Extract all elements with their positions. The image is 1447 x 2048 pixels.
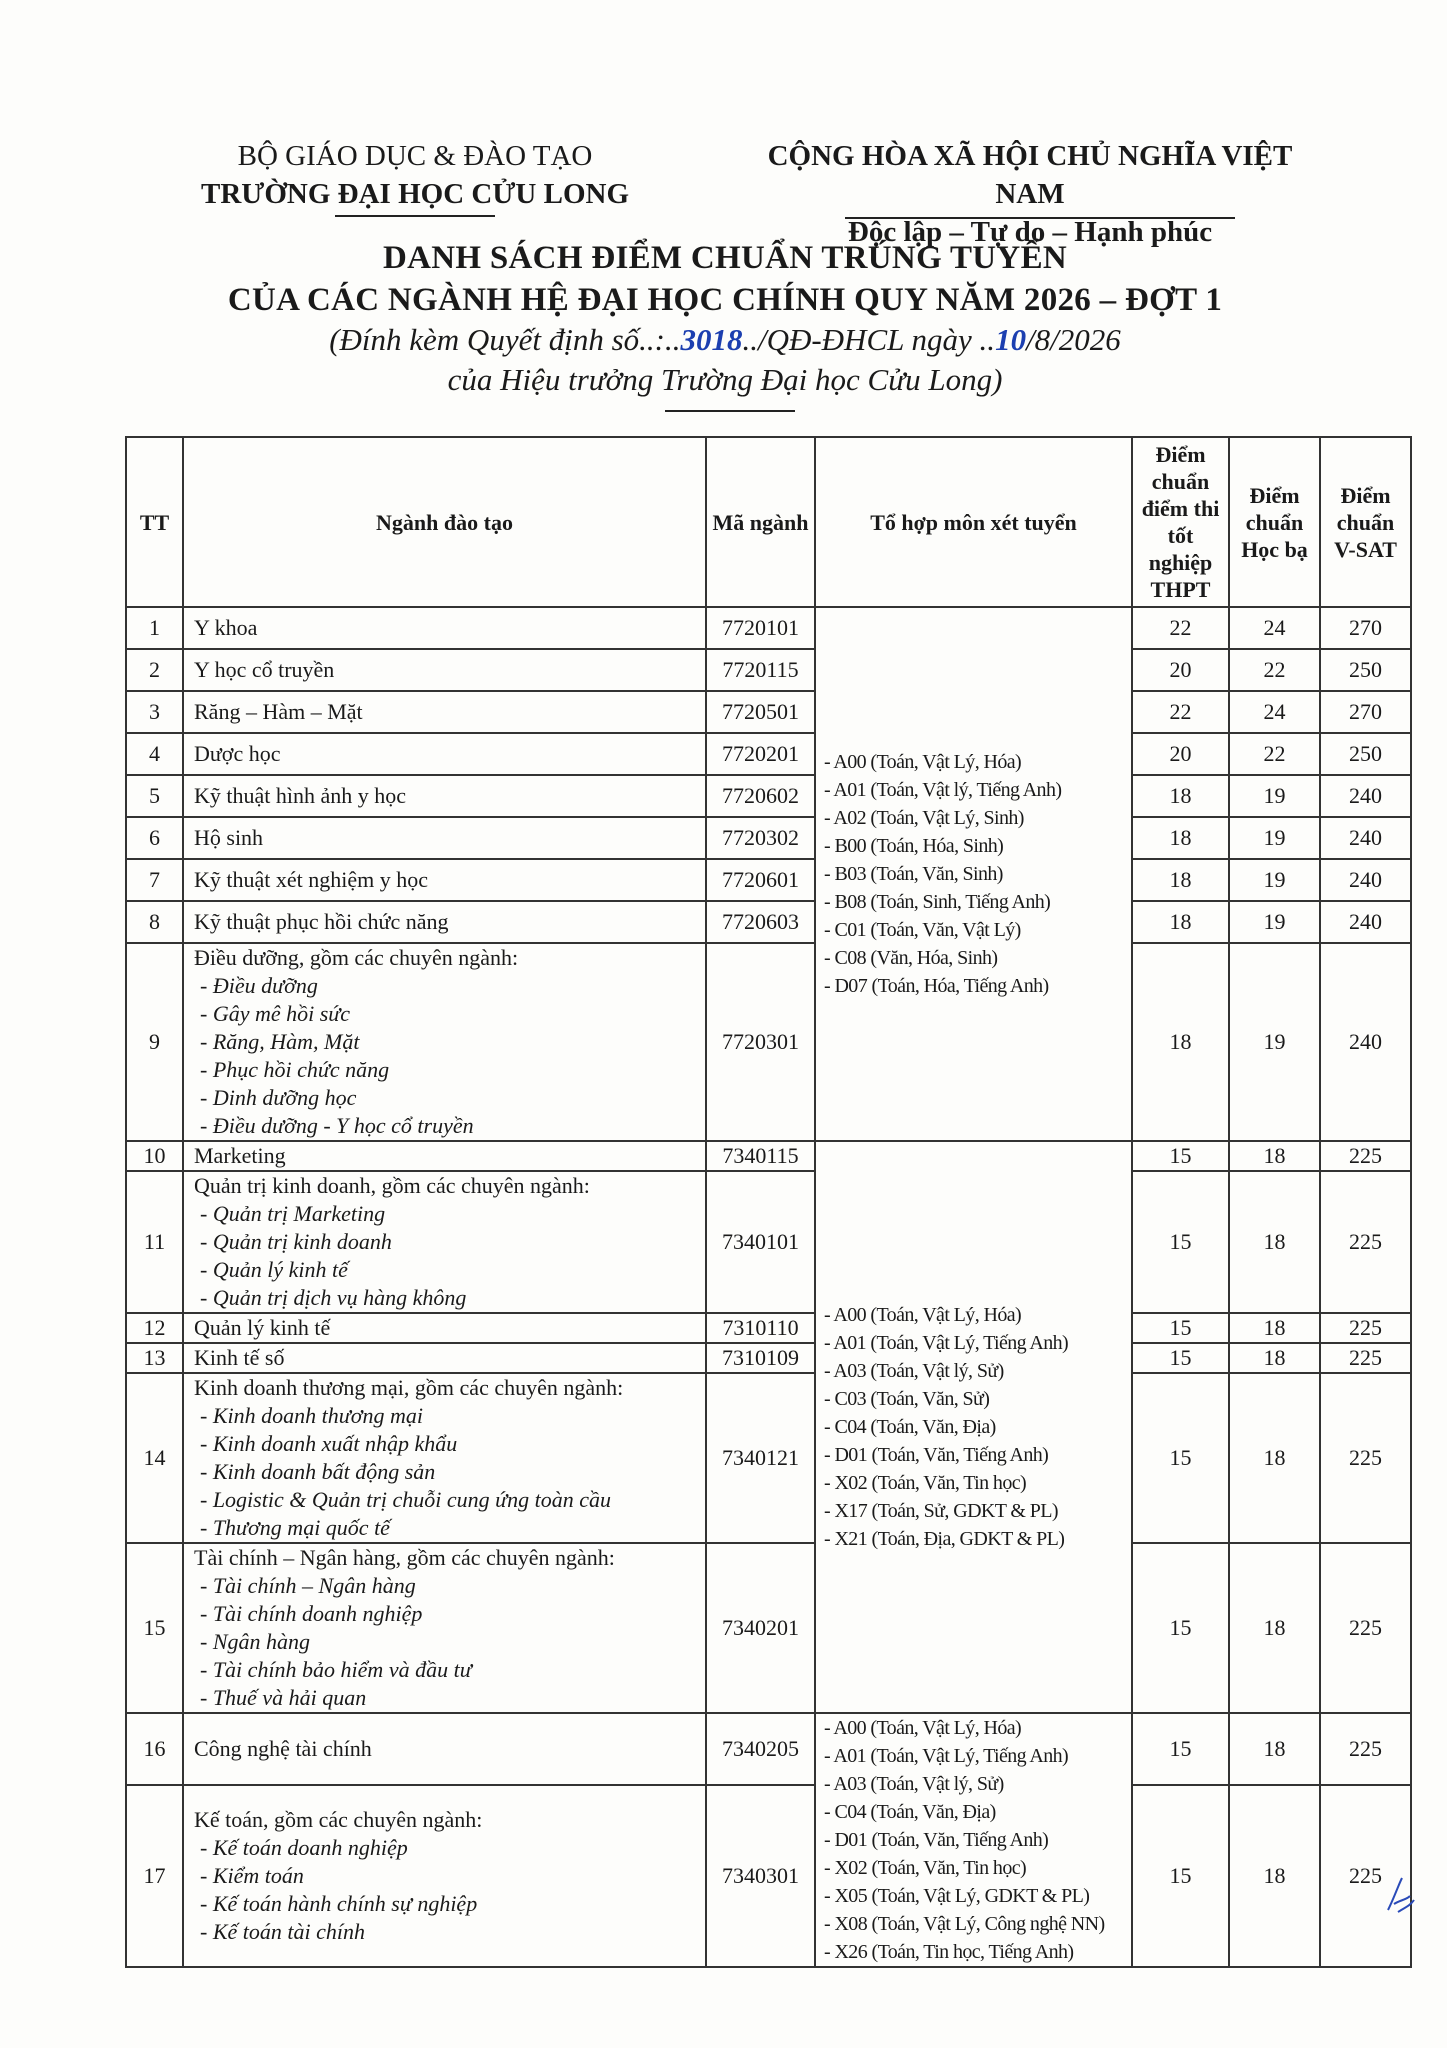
combo-item: - B03 (Toán, Văn, Sinh)	[824, 863, 1003, 885]
major-name-cell	[183, 943, 706, 1141]
score-vsat: 225	[1320, 1343, 1411, 1373]
score-vsat: 240	[1320, 943, 1411, 1141]
major-name-cell	[183, 859, 706, 901]
combo-item: - C01 (Toán, Văn, Vật Lý)	[824, 919, 1021, 941]
row-number: 1	[126, 607, 183, 649]
table-row	[126, 859, 1411, 901]
major-name: Kinh tế số	[194, 1345, 285, 1370]
specialization-item: - Điều dưỡng - Y học cổ truyền	[200, 1113, 474, 1138]
major-name-cell	[183, 649, 706, 691]
col-header-tt: TT	[126, 437, 183, 607]
row-number: 15	[126, 1543, 183, 1713]
republic-name: CỘNG HÒA XÃ HỘI CHỦ NGHĨA VIỆT NAM	[767, 140, 1293, 210]
major-name: Kỹ thuật phục hồi chức năng	[194, 909, 449, 934]
specialization-item: - Dinh dưỡng học	[200, 1085, 357, 1110]
table-row	[126, 817, 1411, 859]
major-code: 7340121	[706, 1373, 815, 1543]
col-header-hocba: Điểm chuẩn Học bạ	[1229, 437, 1320, 607]
score-thpt: 15	[1132, 1785, 1229, 1967]
score-vsat: 270	[1320, 607, 1411, 649]
major-name-cell	[183, 775, 706, 817]
attachment-line	[160, 322, 1290, 358]
col-header-major: Ngành đào tạo	[183, 437, 706, 607]
table-row	[126, 691, 1411, 733]
score-hocba: 24	[1229, 607, 1320, 649]
major-code: 7340115	[706, 1141, 815, 1171]
table-row	[126, 1373, 1411, 1543]
row-number: 9	[126, 943, 183, 1141]
score-thpt: 22	[1132, 607, 1229, 649]
combo-item: - A03 (Toán, Vật lý, Sử)	[824, 1360, 1004, 1382]
major-name-cell	[183, 1543, 706, 1713]
score-thpt: 15	[1132, 1313, 1229, 1343]
combo-item: - D07 (Toán, Hóa, Tiếng Anh)	[824, 975, 1049, 997]
score-vsat: 250	[1320, 649, 1411, 691]
major-code: 7340301	[706, 1785, 815, 1967]
score-vsat: 225	[1320, 1373, 1411, 1543]
row-number: 5	[126, 775, 183, 817]
motto-underline	[845, 217, 1235, 219]
table-row	[126, 1543, 1411, 1713]
attach-prefix: (Đính kèm Quyết định số..:..	[329, 322, 681, 357]
major-code: 7720603	[706, 901, 815, 943]
specialization-item: - Tài chính doanh nghiệp	[200, 1601, 423, 1626]
table-header-row	[126, 437, 1411, 607]
score-hocba: 18	[1229, 1543, 1320, 1713]
specialization-item: - Kế toán doanh nghiệp	[200, 1834, 408, 1860]
score-vsat: 225	[1320, 1713, 1411, 1785]
specialization-item: - Quản trị kinh doanh	[200, 1229, 392, 1254]
initials-mark	[1380, 1870, 1420, 1920]
major-name: Y khoa	[194, 615, 258, 640]
specialization-item: - Quản trị dịch vụ hàng không	[200, 1285, 467, 1310]
major-name: Tài chính – Ngân hàng, gồm các chuyên ngành:	[194, 1545, 615, 1570]
table-row	[126, 1343, 1411, 1373]
combo-item: - X08 (Toán, Vật Lý, Công nghệ NN)	[824, 1913, 1105, 1935]
table-row	[126, 901, 1411, 943]
score-hocba: 18	[1229, 1785, 1320, 1967]
table-row	[126, 733, 1411, 775]
score-vsat: 225	[1320, 1171, 1411, 1313]
score-hocba: 19	[1229, 901, 1320, 943]
row-number: 4	[126, 733, 183, 775]
table-row	[126, 607, 1411, 649]
combo-item: - D01 (Toán, Văn, Tiếng Anh)	[824, 1829, 1049, 1851]
major-name: Marketing	[194, 1143, 286, 1168]
specialization-item: - Thương mại quốc tế	[200, 1515, 390, 1540]
admission-score-table	[125, 436, 1412, 1968]
score-vsat: 225	[1320, 1543, 1411, 1713]
score-hocba: 22	[1229, 733, 1320, 775]
major-name-cell	[183, 1141, 706, 1171]
score-vsat: 225	[1320, 1785, 1411, 1967]
combo-item: - X05 (Toán, Vật Lý, GDKT & PL)	[824, 1885, 1090, 1907]
row-number: 13	[126, 1343, 183, 1373]
col-header-thpt: Điểm chuẩn điểm thi tốt nghiệp THPT	[1132, 437, 1229, 607]
major-name: Hộ sinh	[194, 825, 264, 850]
major-code: 7340101	[706, 1171, 815, 1313]
combo-item: - B00 (Toán, Hóa, Sinh)	[824, 835, 1004, 857]
attach-mid: ../QĐ-ĐHCL ngày ..	[742, 322, 996, 357]
score-hocba: 18	[1229, 1171, 1320, 1313]
row-number: 3	[126, 691, 183, 733]
score-hocba: 18	[1229, 1713, 1320, 1785]
ministry-name: BỘ GIÁO DỤC & ĐÀO TẠO	[237, 140, 593, 172]
score-thpt: 18	[1132, 943, 1229, 1141]
score-vsat: 270	[1320, 691, 1411, 733]
score-thpt: 15	[1132, 1713, 1229, 1785]
score-hocba: 18	[1229, 1373, 1320, 1543]
doc-title-line2: CỦA CÁC NGÀNH HỆ ĐẠI HỌC CHÍNH QUY NĂM 2026 – ĐỢT 1	[227, 282, 1223, 318]
score-vsat: 225	[1320, 1313, 1411, 1343]
combo-item: - C08 (Văn, Hóa, Sinh)	[824, 947, 998, 969]
score-hocba: 19	[1229, 775, 1320, 817]
issuer-underline	[335, 215, 495, 217]
major-name-cell	[183, 1713, 706, 1785]
score-thpt: 22	[1132, 691, 1229, 733]
school-name: TRƯỜNG ĐẠI HỌC CỬU LONG	[200, 178, 630, 210]
specialization-item: - Tài chính bảo hiểm và đầu tư	[200, 1657, 472, 1682]
row-number: 12	[126, 1313, 183, 1343]
major-name: Kỹ thuật hình ảnh y học	[194, 783, 407, 808]
score-thpt: 15	[1132, 1343, 1229, 1373]
specialization-item: - Kinh doanh bất động sản	[200, 1459, 436, 1484]
row-number: 17	[126, 1785, 183, 1967]
score-vsat: 240	[1320, 901, 1411, 943]
combo-group-cell	[815, 1713, 1132, 1967]
combo-item: - C03 (Toán, Văn, Sử)	[824, 1388, 990, 1410]
col-header-combo: Tổ hợp môn xét tuyển	[815, 437, 1132, 607]
major-code: 7310110	[706, 1313, 815, 1343]
major-name-cell	[183, 607, 706, 649]
major-code: 7720301	[706, 943, 815, 1141]
major-name: Kinh doanh thương mại, gồm các chuyên ngành:	[194, 1375, 624, 1400]
specialization-item: - Kinh doanh thương mại	[200, 1403, 423, 1428]
major-code: 7720302	[706, 817, 815, 859]
combo-item: - C04 (Toán, Văn, Địa)	[824, 1416, 996, 1438]
major-name-cell	[183, 733, 706, 775]
score-hocba: 18	[1229, 1313, 1320, 1343]
major-code: 7310109	[706, 1343, 815, 1373]
combo-item: - X26 (Toán, Tin học, Tiếng Anh)	[824, 1941, 1074, 1963]
major-code: 7720115	[706, 649, 815, 691]
table-row	[126, 943, 1411, 1141]
score-vsat: 240	[1320, 859, 1411, 901]
combo-group-cell	[815, 1141, 1132, 1713]
republic-block	[730, 137, 1330, 251]
specialization-item: - Điều dưỡng	[200, 973, 318, 998]
score-thpt: 15	[1132, 1373, 1229, 1543]
table-row	[126, 1171, 1411, 1313]
score-vsat: 240	[1320, 775, 1411, 817]
major-name: Kỹ thuật xét nghiệm y học	[194, 867, 429, 892]
score-hocba: 24	[1229, 691, 1320, 733]
combo-item: - A01 (Toán, Vật lý, Tiếng Anh)	[824, 779, 1062, 801]
specialization-item: - Ngân hàng	[200, 1629, 310, 1654]
major-name: Điều dưỡng, gồm các chuyên ngành:	[194, 945, 519, 970]
major-name-cell	[183, 817, 706, 859]
row-number: 2	[126, 649, 183, 691]
specialization-item: - Kinh doanh xuất nhập khẩu	[200, 1431, 458, 1456]
score-thpt: 18	[1132, 817, 1229, 859]
score-hocba: 22	[1229, 649, 1320, 691]
decision-number: 3018	[680, 322, 743, 357]
combo-item: - X02 (Toán, Văn, Tin học)	[824, 1857, 1027, 1879]
major-name: Kế toán, gồm các chuyên ngành:	[194, 1806, 483, 1832]
score-hocba: 19	[1229, 859, 1320, 901]
doc-title-line1: DANH SÁCH ĐIỂM CHUẨN TRÚNG TUYỂN	[382, 240, 1068, 276]
score-hocba: 19	[1229, 817, 1320, 859]
issuer-block	[175, 137, 655, 213]
score-thpt: 18	[1132, 775, 1229, 817]
major-code: 7720602	[706, 775, 815, 817]
major-code: 7720501	[706, 691, 815, 733]
table-row	[126, 649, 1411, 691]
attachment-line-2: của Hiệu trưởng Trường Đại học Cửu Long)	[447, 362, 1003, 397]
score-vsat: 225	[1320, 1141, 1411, 1171]
score-thpt: 15	[1132, 1543, 1229, 1713]
major-code: 7340201	[706, 1543, 815, 1713]
combo-item: - X02 (Toán, Văn, Tin học)	[824, 1472, 1027, 1494]
major-name-cell	[183, 901, 706, 943]
row-number: 14	[126, 1373, 183, 1543]
combo-group-cell	[815, 607, 1132, 1141]
decision-day: 10	[995, 322, 1027, 357]
national-motto: Độc lập – Tự do – Hạnh phúc	[847, 216, 1213, 248]
major-name-cell	[183, 691, 706, 733]
combo-item: - D01 (Toán, Văn, Tiếng Anh)	[824, 1444, 1049, 1466]
major-name: Quản lý kinh tế	[194, 1315, 331, 1340]
row-number: 11	[126, 1171, 183, 1313]
table-row	[126, 1313, 1411, 1343]
row-number: 10	[126, 1141, 183, 1171]
score-thpt: 20	[1132, 649, 1229, 691]
title-underline	[665, 410, 795, 412]
score-hocba: 19	[1229, 943, 1320, 1141]
major-name: Răng – Hàm – Mặt	[194, 699, 363, 724]
major-name-cell	[183, 1171, 706, 1313]
row-number: 16	[126, 1713, 183, 1785]
specialization-item: - Răng, Hàm, Mặt	[200, 1029, 360, 1054]
attach-suffix: /8/2026	[1026, 322, 1121, 357]
score-thpt: 18	[1132, 901, 1229, 943]
combo-item: - A02 (Toán, Vật Lý, Sinh)	[824, 807, 1024, 829]
specialization-item: - Tài chính – Ngân hàng	[200, 1573, 416, 1598]
major-name: Công nghệ tài chính	[194, 1735, 372, 1761]
table-row	[126, 1713, 1411, 1785]
specialization-item: - Phục hồi chức năng	[200, 1057, 390, 1082]
major-name: Y học cổ truyền	[194, 657, 335, 682]
major-code: 7720201	[706, 733, 815, 775]
score-hocba: 18	[1229, 1343, 1320, 1373]
combo-item: - B08 (Toán, Sinh, Tiếng Anh)	[824, 891, 1051, 913]
score-thpt: 15	[1132, 1141, 1229, 1171]
row-number: 6	[126, 817, 183, 859]
table-row	[126, 1785, 1411, 1967]
major-name: Quản trị kinh doanh, gồm các chuyên ngành:	[194, 1173, 590, 1198]
combo-item: - A01 (Toán, Vật Lý, Tiếng Anh)	[824, 1745, 1069, 1767]
table-row	[126, 1141, 1411, 1171]
score-hocba: 18	[1229, 1141, 1320, 1171]
combo-item: - A00 (Toán, Vật Lý, Hóa)	[824, 751, 1022, 773]
major-name-cell	[183, 1785, 706, 1967]
combo-item: - C04 (Toán, Văn, Địa)	[824, 1801, 996, 1823]
row-number: 8	[126, 901, 183, 943]
combo-item: - A00 (Toán, Vật Lý, Hóa)	[824, 1304, 1022, 1326]
specialization-item: - Kế toán hành chính sự nghiệp	[200, 1890, 478, 1916]
specialization-item: - Kế toán tài chính	[200, 1918, 365, 1944]
specialization-item: - Kiểm toán	[200, 1862, 304, 1888]
major-name-cell	[183, 1343, 706, 1373]
major-code: 7340205	[706, 1713, 815, 1785]
score-thpt: 18	[1132, 859, 1229, 901]
major-code: 7720601	[706, 859, 815, 901]
specialization-item: - Thuế và hải quan	[200, 1685, 367, 1710]
col-header-code: Mã ngành	[706, 437, 815, 607]
score-thpt: 20	[1132, 733, 1229, 775]
major-name-cell	[183, 1373, 706, 1543]
major-name-cell	[183, 1313, 706, 1343]
combo-item: - X17 (Toán, Sử, GDKT & PL)	[824, 1500, 1058, 1522]
row-number: 7	[126, 859, 183, 901]
major-code: 7720101	[706, 607, 815, 649]
specialization-item: - Logistic & Quản trị chuỗi cung ứng toàn cầu	[200, 1487, 612, 1512]
specialization-item: - Gây mê hồi sức	[200, 1001, 351, 1026]
score-vsat: 250	[1320, 733, 1411, 775]
col-header-vsat: Điểm chuẩn V-SAT	[1320, 437, 1411, 607]
score-thpt: 15	[1132, 1171, 1229, 1313]
combo-item: - A03 (Toán, Vật lý, Sử)	[824, 1773, 1004, 1795]
combo-item: - A01 (Toán, Vật Lý, Tiếng Anh)	[824, 1332, 1069, 1354]
table-row	[126, 775, 1411, 817]
specialization-item: - Quản trị Marketing	[200, 1201, 386, 1226]
combo-item: - A00 (Toán, Vật Lý, Hóa)	[824, 1717, 1022, 1739]
major-name: Dược học	[194, 741, 281, 766]
specialization-item: - Quản lý kinh tế	[200, 1257, 348, 1282]
combo-item: - X21 (Toán, Địa, GDKT & PL)	[824, 1528, 1065, 1550]
score-vsat: 240	[1320, 817, 1411, 859]
table-body	[126, 607, 1411, 1967]
